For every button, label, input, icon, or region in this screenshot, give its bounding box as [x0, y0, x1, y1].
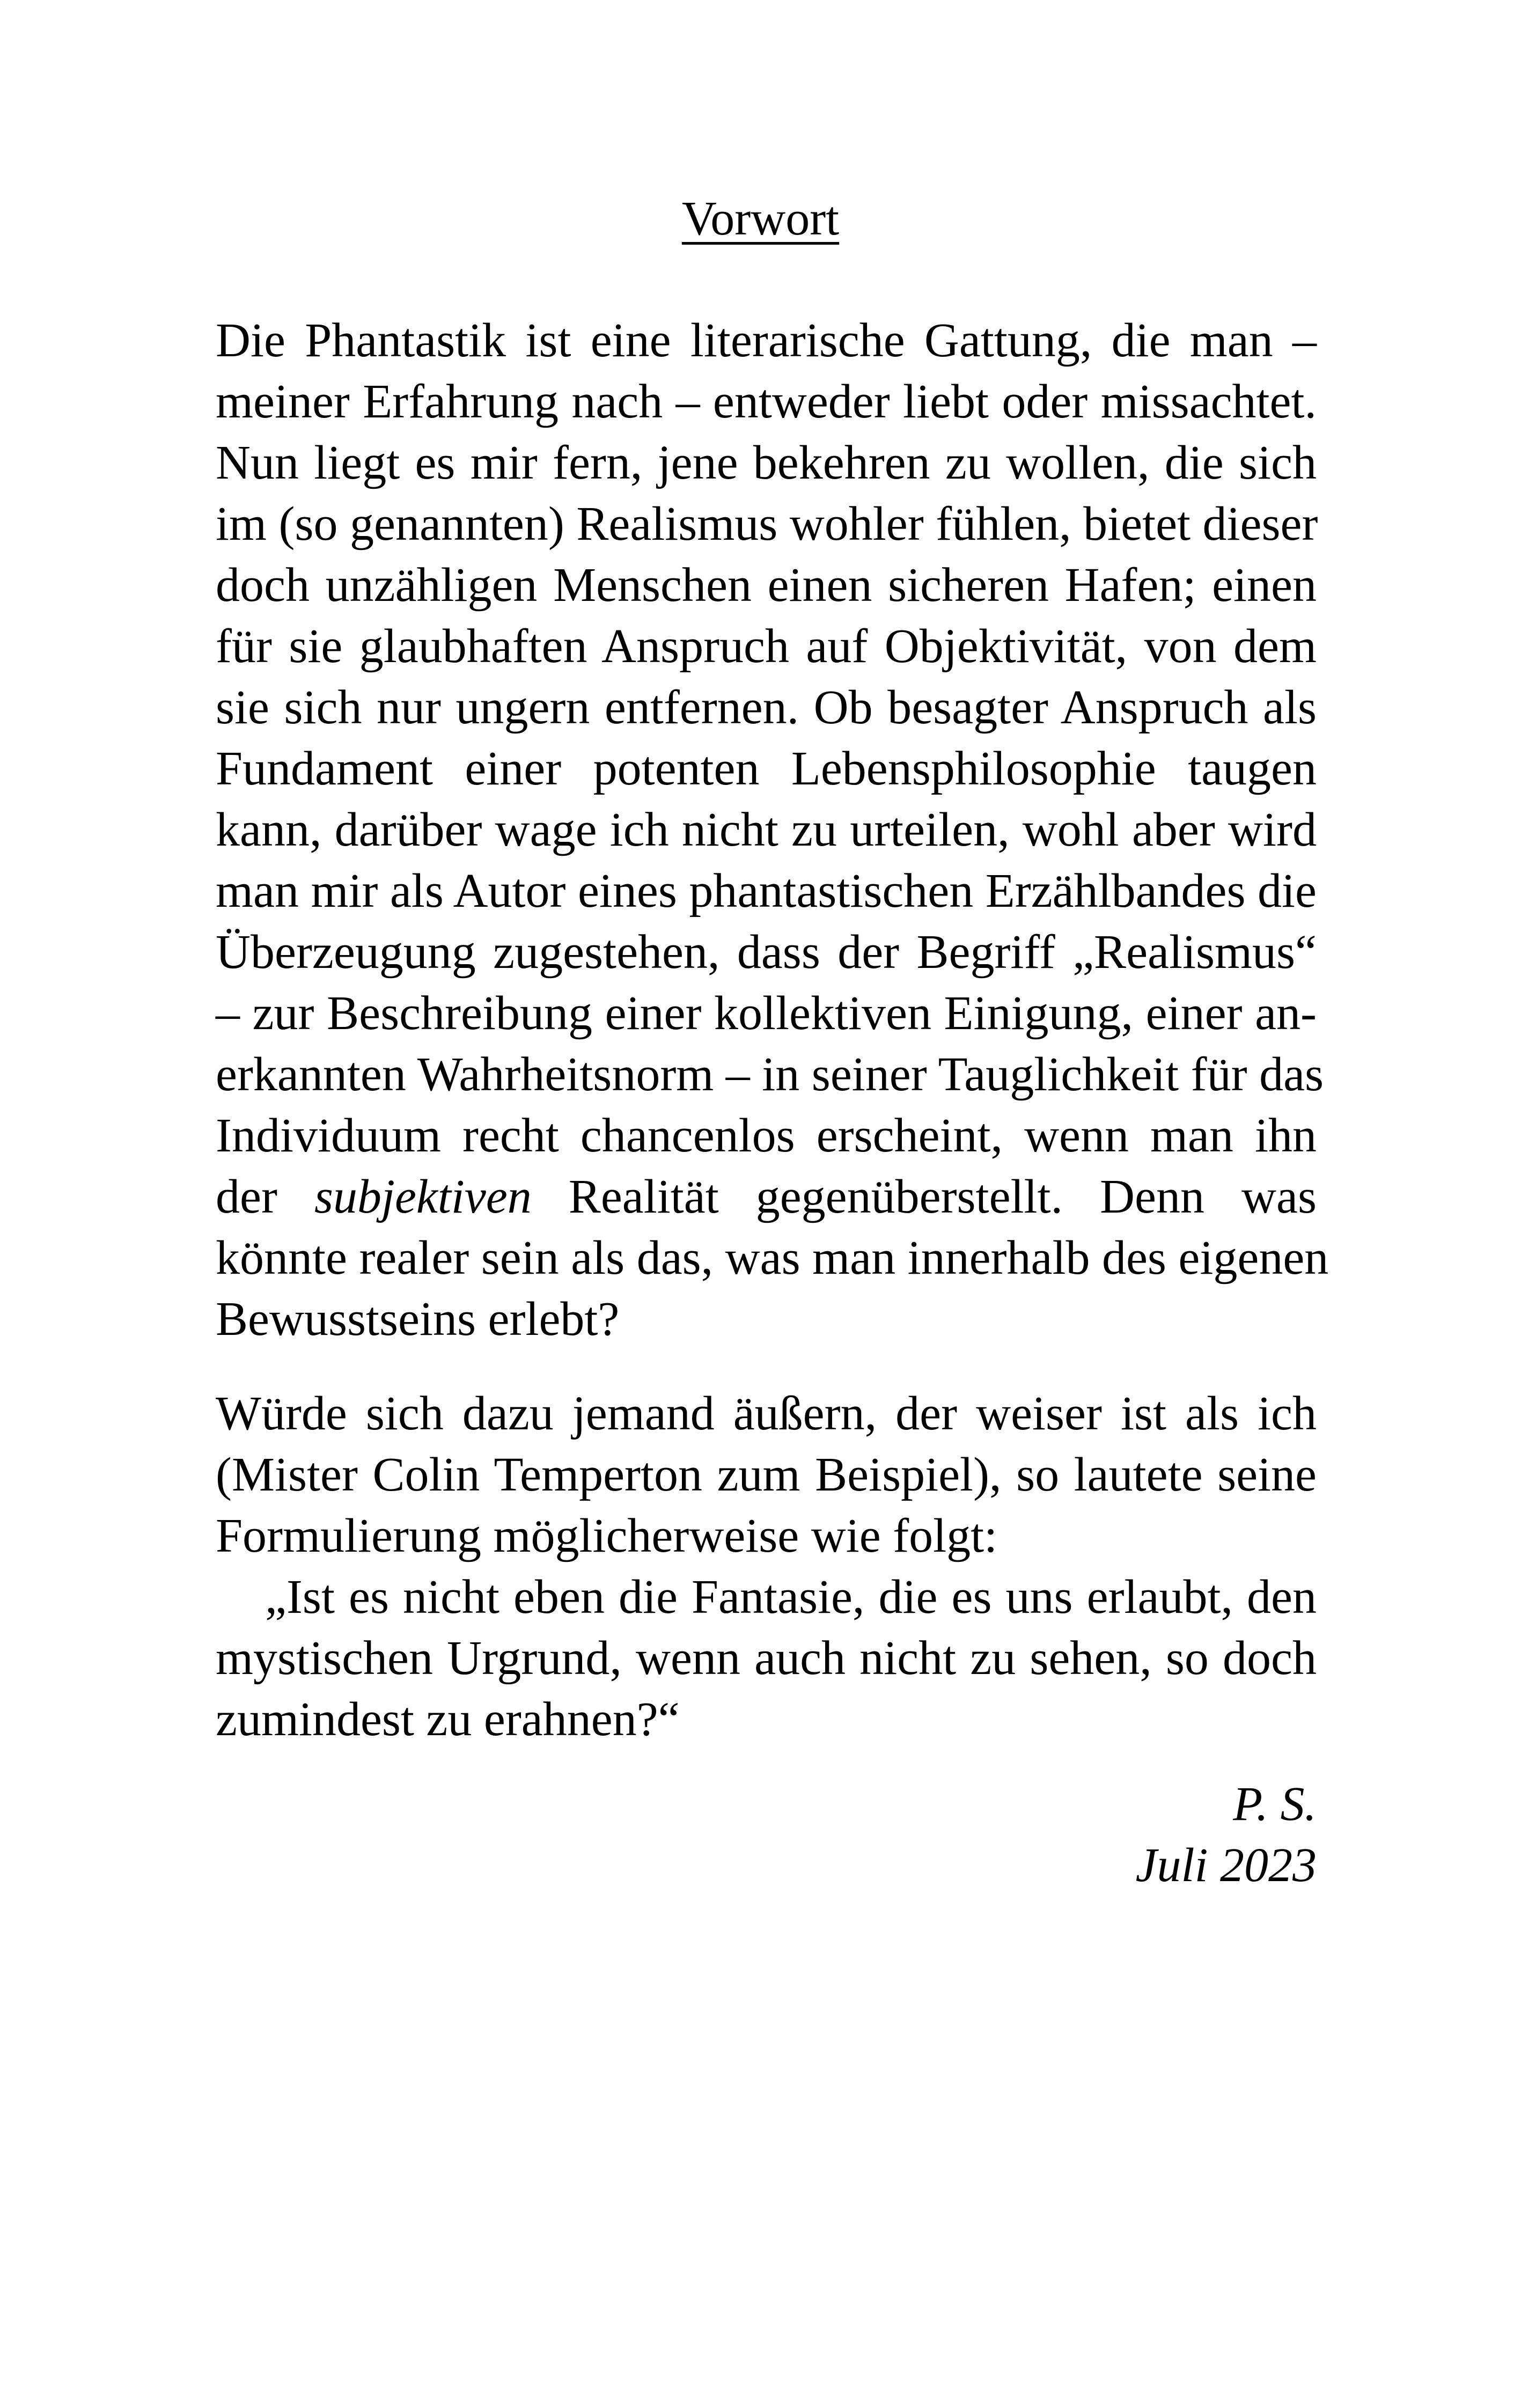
text-line: doch unzähligen Menschen einen sicheren Hafen; einen [216, 559, 1317, 612]
text-line: – zur Beschreibung einer kollektiven Einigung, einer an- [216, 987, 1317, 1040]
emphasis-text: subjektiven [314, 1170, 532, 1223]
paragraph-1 [216, 310, 1329, 1350]
text-line: sie sich nur ungern entfernen. Ob besagter Anspruch als [216, 681, 1317, 734]
quote-line: mystischen Urgrund, wenn auch nicht zu sehen, so doch [216, 1632, 1317, 1685]
page-title [0, 187, 1521, 251]
text-line: Würde sich dazu jemand äußern, der weiser ist als ich [216, 1387, 1317, 1440]
text-line: Überzeugung zugestehen, dass der Begriff „Realismus“ [216, 926, 1317, 979]
signature-initials: P. S. [1233, 1778, 1317, 1831]
quote-line: „Ist es nicht eben die Fantasie, die es uns erlaubt, den [265, 1570, 1317, 1624]
text-line-last: Bewusstseins erlebt? [216, 1293, 620, 1346]
title-text: Vorwort [681, 192, 840, 245]
paragraph-2 [216, 1383, 1317, 1750]
text-line: kann, darüber wage ich nicht zu urteilen, wohl aber wird [216, 803, 1317, 856]
text-run: der [216, 1170, 314, 1223]
text-line: man mir als Autor eines phantastischen Erzählbandes die [216, 864, 1317, 917]
text-run: Realität gegenüberstellt. Denn was [531, 1170, 1317, 1223]
text-line: Individuum recht chancenlos erscheint, wenn man ihn [216, 1109, 1317, 1162]
signature-date: Juli 2023 [1135, 1839, 1317, 1892]
quote-line: zumindest zu erahnen?“ [216, 1693, 680, 1746]
text-line: erkannten Wahrheitsnorm – in seiner Tauglichkeit für das [216, 1048, 1324, 1101]
text-line: im (so genannten) Realismus wohler fühlen, bietet dieser [216, 497, 1318, 550]
signature-block [216, 1774, 1317, 1896]
text-line: Formulierung möglicherweise wie folgt: [216, 1509, 998, 1562]
text-line: könnte realer sein als das, was man innerhalb des eigenen [216, 1231, 1329, 1284]
text-line: Die Phantastik ist eine literarische Gattung, die man – [216, 314, 1317, 367]
text-line: (Mister Colin Temperton zum Beispiel), so lautete seine [216, 1448, 1317, 1501]
text-line-mixed [216, 1166, 1317, 1228]
text-line: Fundament einer potenten Lebensphilosophie taugen [216, 742, 1317, 795]
text-line: für sie glaubhaften Anspruch auf Objektivität, von dem [216, 620, 1317, 673]
text-line: meiner Erfahrung nach – entweder liebt oder missachtet. [216, 375, 1317, 428]
text-line: Nun liegt es mir fern, jene bekehren zu wollen, die sich [216, 436, 1317, 489]
